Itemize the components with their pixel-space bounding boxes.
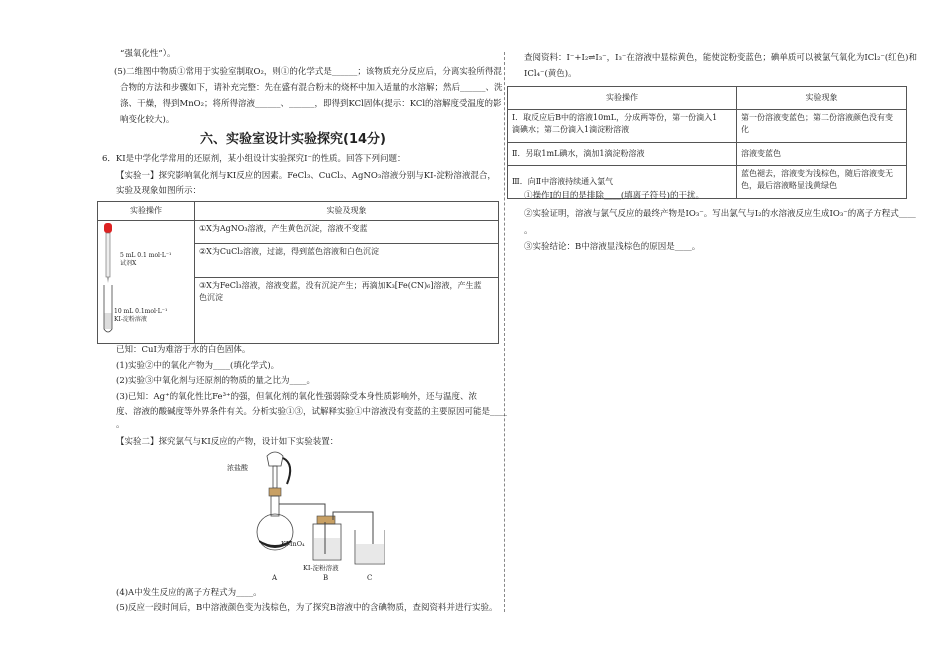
text-line: 已知：CuI为难溶于水的白色固体。 [116,345,251,355]
stopper-b [317,516,335,524]
text-line: 【实验一】探究影响氧化剂与KI反应的因素。FeCl₃、CuCl₂、AgNO₃溶液分别与KI-淀粉溶液混合， [116,171,496,181]
cell-line: Ⅰ．取反应后B中的溶液10mL，分成两等份，第一份滴入1 [512,113,718,122]
text-line: ③实验结论：B中溶液显浅棕色的原因是____。 [524,242,701,252]
cell-line: ③X为FeCl₃溶液，溶液变蓝，没有沉淀产生；再滴加K₃[Fe(CN)₆]溶液，产生蓝 [199,281,482,291]
table-header: 实验操作 [98,202,195,221]
rubber-tube [283,458,290,484]
table-cell [737,166,907,199]
text-line: “强氧化性”）。 [120,49,176,59]
text-line: ②实验证明，溶液与氯气反应的最终产物是IO₃⁻。写出氯气与I₂的水溶液反应生成IO₃⁻的离子方程式____ [524,209,916,219]
dropper-bulb [104,223,112,233]
text-line: 实验及现象如图所示： [116,186,202,196]
label-x2: 试剂X [120,260,137,267]
table-cell [737,110,907,143]
cell-line: 色，最后溶液略显浅黄绿色 [741,181,837,191]
solution-c [356,544,384,563]
text-line: 度、溶液的酸碱度等外界条件有关。分析实验①③，试解释实验①中溶液没有变蓝的主要原因可能是____ [116,407,508,417]
experiment-table-2 [507,86,907,199]
text-line: (5)二维图中物质①常用于实验室制取O₂，则①的化学式是______；该物质充分反应后，分离实验所得混 [114,67,502,77]
dropper-tip [107,277,109,283]
test-tube-diagram [98,221,188,339]
solution [105,313,112,329]
apparatus-cell [98,221,195,344]
question-intro: 6．KI是中学化学常用的还原剂，某小组设计实验探究I⁻的性质。回答下列问题： [102,154,406,164]
cell-line: 第一份溶液变蓝色；第二份溶液颜色没有变 [741,113,893,122]
stopper [269,488,281,496]
cell-line: 化 [741,125,749,135]
table-cell: ①X为AgNO₃溶液，产生黄色沉淀，溶液不变蓝 [195,221,499,244]
experiment-table-1 [97,201,499,344]
label-ki: 10 mL 0.1mol·L⁻¹ [114,308,168,315]
text-line: ①操作Ⅰ的目的是排除____(填离子符号)的干扰。 [524,191,704,201]
section-title: 六、实验室设计实验探究(14分) [200,132,386,147]
text-line: 合物的方法和步骤如下，请补充完整：先在盛有混合粉末的烧杯中加入适量的水溶解；然后______、洗 [120,83,503,93]
label-ki-b: KI-淀粉溶液 [303,564,339,572]
column-divider [504,52,505,612]
text-line: 【实验二】探究氯气与KI反应的产物，设计如下实验装置： [116,437,339,447]
cell-line: 滴碘水；第二份滴入1滴淀粉溶液 [512,125,630,135]
label-b: B [323,574,329,582]
label-kmno4: KMnO₄ [281,540,305,548]
table-header: 实验现象 [737,87,907,110]
table-cell: ②X为CuCl₂溶液，过滤，得到蓝色溶液和白色沉淀 [195,244,499,278]
text-line: 。 [116,420,125,430]
apparatus-diagram [225,450,385,584]
solution-b [314,538,340,559]
cell-line: 色沉淀 [199,293,223,303]
text-line: 涤、干燥，得到MnO₂；将所得溶液______、______，即得到KCl固体(提示：KCl的溶解度受温度的影 [120,99,502,109]
text-line: (5)反应一段时间后，B中溶液颜色变为浅棕色，为了探究B溶液中的含碘物质，查阅资料并进行实验。 [116,603,498,613]
text-line: (1)实验②中的氧化产物为____(填化学式)。 [116,361,280,371]
table-cell: Ⅱ．另取1mL碘水，滴加1滴淀粉溶液 [508,143,737,166]
dropping-funnel [267,452,283,466]
label-x: 5 mL 0.1 mol·L⁻¹ [120,252,172,259]
table-cell [508,110,737,143]
label-hcl: 浓盐酸 [227,464,248,472]
text-line: ICl₄⁻(黄色)。 [524,69,577,79]
label-a: A [272,574,278,582]
table-cell [195,278,499,344]
table-cell: Ⅲ．向Ⅱ中溶液持续通入氯气 [508,166,737,199]
table-cell: 溶液变蓝色 [737,143,907,166]
cell-line: 蓝色褪去，溶液变为浅棕色，随后溶液变无 [741,169,893,178]
label-c: C [367,574,373,582]
text-line: (3)已知：Ag⁺的氧化性比Fe³⁺的强，但氧化剂的氧化性强弱除受本身性质影响外，还与温度、浓 [116,392,477,402]
label-ki2: KI-淀粉溶液 [114,316,147,323]
text-line: 响变化较大)。 [120,115,175,125]
funnel-stem [273,466,277,488]
dropper-tube [106,233,110,277]
text-line: 查阅资料：I⁻+I₂⇌I₃⁻，I₃⁻在溶液中显棕黄色，能使淀粉变蓝色；碘单质可以被氯气氧化为ICl₂⁻(红色)和 [524,53,917,63]
text-line: (2)实验③中氧化剂与还原剂的物质的量之比为____。 [116,376,316,386]
table-header: 实验操作 [508,87,737,110]
text-line: 。 [524,226,533,236]
table-header: 实验及现象 [195,202,499,221]
text-line: (4)A中发生反应的离子方程式为____。 [116,588,262,598]
flask-neck [271,496,279,516]
